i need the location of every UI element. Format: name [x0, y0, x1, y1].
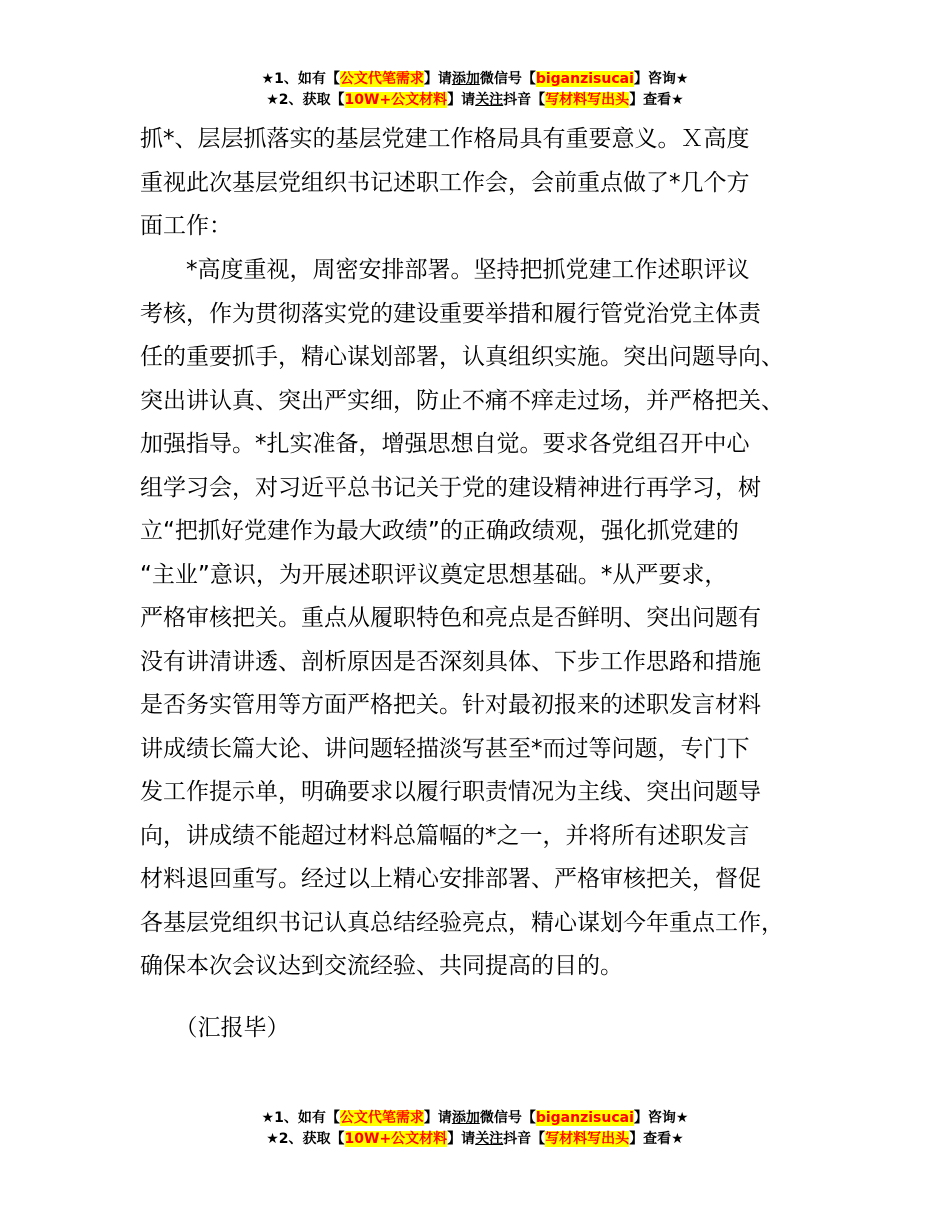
- banner-line-2: [0, 90, 950, 111]
- text-line: 重视此次基层党组织书记述职工作会，会前重点做了*几个方: [140, 169, 750, 196]
- banner-text: 微信号【: [479, 1110, 536, 1126]
- banner-text: 】咨询★: [633, 1110, 689, 1126]
- banner-highlight: 写材料写出头: [545, 1131, 630, 1147]
- banner-underlined-text: 添加: [451, 1110, 480, 1126]
- banner-highlight: biganzisucai: [535, 71, 634, 87]
- closing-line: （汇报毕）: [140, 1015, 290, 1041]
- banner-text: ★1、如有【: [261, 71, 340, 87]
- text-line: 材料退回重写。经过以上精心安排部署、严格审核把关，督促: [140, 866, 761, 892]
- text-line: 任的重要抓手，精心谋划部署，认真组织实施。突出问题导向、: [140, 344, 784, 370]
- banner-text: 抖音【: [503, 92, 546, 108]
- banner-highlight: 写材料写出头: [545, 92, 630, 108]
- text-line: 发工作提示单，明确要求以履行职责情况为主线、突出问题导: [140, 779, 761, 805]
- footer-banner: [0, 1108, 950, 1150]
- banner-text: 抖音【: [503, 1131, 546, 1147]
- banner-highlight: 公文代笔需求: [339, 71, 424, 87]
- banner-line-1: [0, 69, 950, 90]
- banner-highlight: 公文代笔需求: [339, 1110, 424, 1126]
- banner-highlight: biganzisucai: [535, 1110, 634, 1126]
- text-line: “主业”意识，为开展述职评议奠定思想基础。*从严要求，: [140, 561, 728, 588]
- banner-text: 】请: [423, 71, 452, 87]
- banner-line-2: [0, 1129, 950, 1150]
- banner-text: ★1、如有【: [261, 1110, 340, 1126]
- text-line: 立“把抓好党建作为最大政绩”的正确政绩观，强化抓党建的: [140, 518, 739, 544]
- banner-text: ★2、获取【: [266, 1131, 345, 1147]
- text-line: 没有讲清讲透、剖析原因是否深刻具体、下步工作思路和措施: [140, 648, 761, 675]
- banner-highlight: 10W+公文材料: [344, 1131, 448, 1147]
- text-line: 向，讲成绩不能超过材料总篇幅的*之一，并将所有述职发言: [140, 822, 750, 849]
- text-line: 确保本次会议达到交流经验、共同提高的目的。: [140, 953, 623, 979]
- text-line: 加强指导。*扎实准备，增强思想自觉。要求各党组召开中心: [140, 431, 750, 457]
- banner-text: 】请: [423, 1110, 452, 1126]
- text-line: *高度重视，周密安排部署。坚持把抓党建工作述职评议: [140, 257, 750, 283]
- banner-text: 】请: [447, 1131, 476, 1147]
- text-line: 抓*、层层抓落实的基层党建工作格局具有重要意义。Ｘ高度: [140, 126, 750, 152]
- banner-underlined-text: 关注: [475, 92, 504, 108]
- banner-highlight: 10W+公文材料: [344, 92, 448, 108]
- banner-text: 】查看★: [629, 92, 684, 108]
- banner-underlined-text: 添加: [451, 71, 480, 87]
- paragraph-3: [140, 1007, 840, 1051]
- paragraph-1: [140, 118, 840, 249]
- text-line: 突出讲认真、突出严实细，防止不痛不痒走过场，并严格把关、: [140, 387, 784, 414]
- paragraph-2: [140, 249, 840, 989]
- text-line: 严格审核把关。重点从履职特色和亮点是否鲜明、突出问题有: [140, 605, 761, 631]
- text-line: 组学习会，对习近平总书记关于党的建设精神进行再学习，树: [140, 474, 761, 501]
- banner-text: 微信号【: [479, 71, 536, 87]
- header-banner: [0, 69, 950, 111]
- banner-underlined-text: 关注: [475, 1131, 504, 1147]
- text-line: 面工作：: [140, 213, 232, 239]
- banner-line-1: [0, 1108, 950, 1129]
- banner-text: 】咨询★: [633, 71, 689, 87]
- text-line: 是否务实管用等方面严格把关。针对最初报来的述职发言材料: [140, 692, 761, 718]
- banner-text: 】请: [447, 92, 476, 108]
- text-line: 考核，作为贯彻落实党的建设重要举措和履行管党治党主体责: [140, 300, 761, 327]
- banner-text: 】查看★: [629, 1131, 684, 1147]
- text-line: 讲成绩长篇大论、讲问题轻描淡写甚至*而过等问题，专门下: [140, 735, 750, 762]
- banner-text: ★2、获取【: [266, 92, 345, 108]
- text-line: 各基层党组织书记认真总结经验亮点，精心谋划今年重点工作，: [140, 909, 784, 936]
